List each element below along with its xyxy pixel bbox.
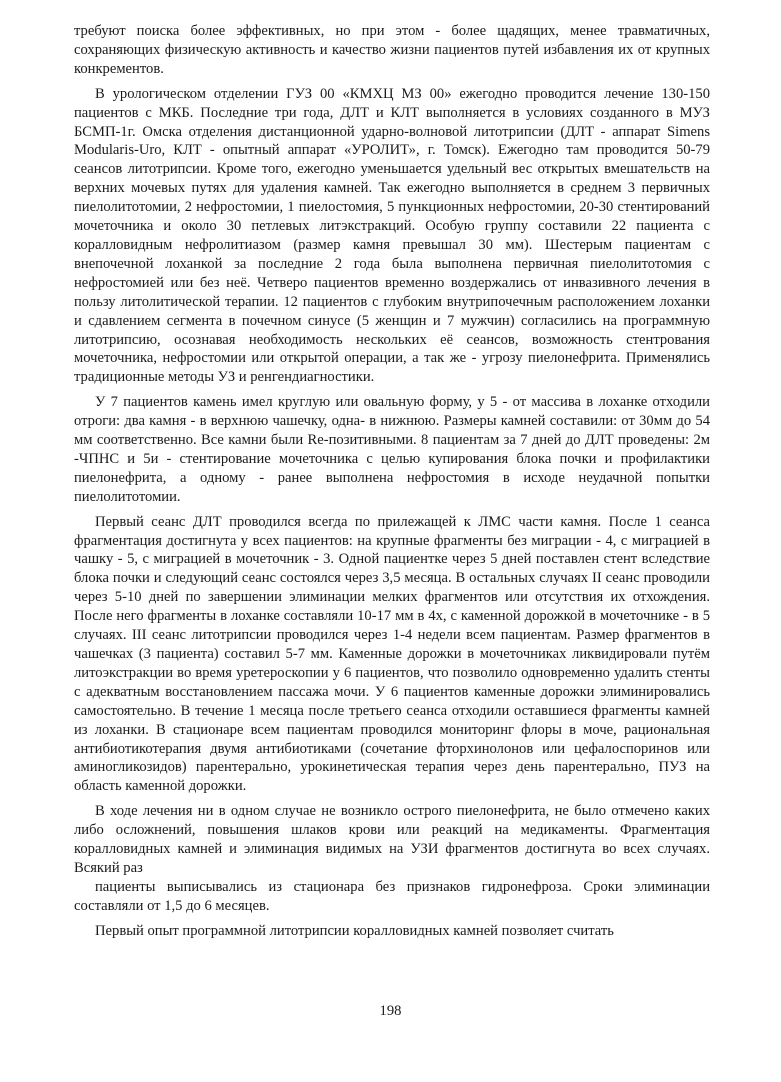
paragraph-stone-characteristics: У 7 пациентов камень имел круглую или овальную форму, у 5 - от массива в лоханке отходили отроги: два камня - в верхнюю чашечку, одна- в нижнюю. Размеры камней составили: от 30мм до 54 мм соответственно. Все камни были Re-позитивными. 8 пациентам за 7 дней до ДЛТ проведены: 2м -ЧПНС и 5и - стентирование мочеточника с целью купирования блока почки и профилактики пиелонефрита, а одному - ранее выполнена нефростомия в исходе неудачной попытки пиелолитотомии. [74, 394, 710, 505]
paragraph-conclusion-start: Первый опыт программной литотрипсии коралловидных камней позволяет считать [95, 922, 614, 939]
paragraph-continuation: требуют поиска более эффективных, но при этом - более щадящих, менее травматичных, сохраняющих физическую активность и качество жизни пациентов путей избавления их от крупных конкрементов. [74, 23, 710, 77]
paragraph-department-overview: В урологическом отделении ГУЗ 00 «КМХЦ МЗ 00» ежегодно проводится лечение 130-150 пациентов с МКБ. Последние три года, ДЛТ и КЛТ выполняется в условиях созданного в МУЗ БСМП-1г. Омска отделения дистанционной ударно-волновой литотрипсии (ДЛТ - аппарат Simens Modularis-Uro, КЛТ - опытный аппарат «УРОЛИТ», г. Томск). Ежегодно там проводится 50-79 сеансов литотрипсии. Кроме того, ежегодно уменьшается удельный вес открытых вмешательств на верхних мочевых путях для удаления камней. Так ежегодно выполняется в среднем 3 первичных пиелолитотомии, 2 нефростомии, 1 пиелостомия, 5 пункционных нефростомии, 20-30 стентирований мочеточника и около 30 петлевых литэкстракций. Особую группу составили 22 пациента с коралловидным нефролитиазом (размер камня превышал 30 мм). Шестерым пациентам с внепочечной лоханкой за последние 2 года была выполнена первичная пиелолитотомия с нефростомией или без неё. Четверо пациентов временно воздержались от инвазивного лечения в пользу литолитической терапии. 12 пациентов с глубоким внутрипочечным расположением лоханки и сдавлением сегмента в почечном синусе (5 женщин и 7 мужчин) согласились на программную литотрипсию, осознавая необходимость нескольких её сеансов, возможность стентрования мочеточника, нефростомии или открытой операции, а так же - угрозу пиелонефрита. Применялись традиционные методы УЗ и ренгендиагностики. [74, 85, 710, 386]
paragraph-discharge: пациенты выписывались из стационара без признаков гидронефроза. Сроки элиминации составляли от 1,5 до 6 месяцев. [74, 878, 710, 914]
page-number: 198 [379, 1003, 402, 1019]
paragraph-results: В ходе лечения ни в одном случае не возникло острого пиелонефрита, не было отмечено каких либо осложнений, повышения шлаков крови или реакций на медикаменты. Фрагментация коралловидных камней и элиминация видимых на УЗИ фрагментов достигнута во всех случаях. Всякий раз [74, 803, 710, 876]
body-text [74, 22, 710, 947]
paragraph-treatment-sessions: Первый сеанс ДЛТ проводился всегда по прилежащей к ЛМС части камня. После 1 сеанса фрагментация достигнута у всех пациентов: на крупные фрагменты без миграции - 4, с миграцией в чашку - 5, с миграцией в мочеточник - 3. Одной пациентке через 5 дней поставлен стент вследствие блока почки и следующий сеанс состоялся через 3,5 месяца. В остальных случаях II сеанс проводили через 5-10 дней по завершении элиминации мелких фрагментов или отсутствия их отхождения. После него фрагменты в лоханке составляли 10-17 мм в 4х, с каменной дорожкой в мочеточнике - в 5 случаях. III сеанс литотрипсии проводился через 1-4 недели всем пациентам. Размер фрагментов в чашечках (3 пациента) составил 5-7 мм. Каменные дорожки в мочеточниках ликвидировали путём литоэкстракции во время уретероскопии у 6 пациентов, что позволило одновременно удалить стенты с адекватным восстановлением пассажа мочи. У 6 пациентов каменные дорожки элиминировались самостоятельно. В течение 1 месяца после третьего сеанса отходили оставшиеся фрагменты камней из лоханки. В стационаре всем пациентам проводился мониторинг флоры в моче, рациональная антибиотикотерапия двумя антибиотиками (сочетание фторхинолонов или цефалоспоринов или аминогликозидов) парентерально, урокинетическая терапия через день парентерально, ПУЗ на область каменной дорожки. [74, 513, 710, 795]
